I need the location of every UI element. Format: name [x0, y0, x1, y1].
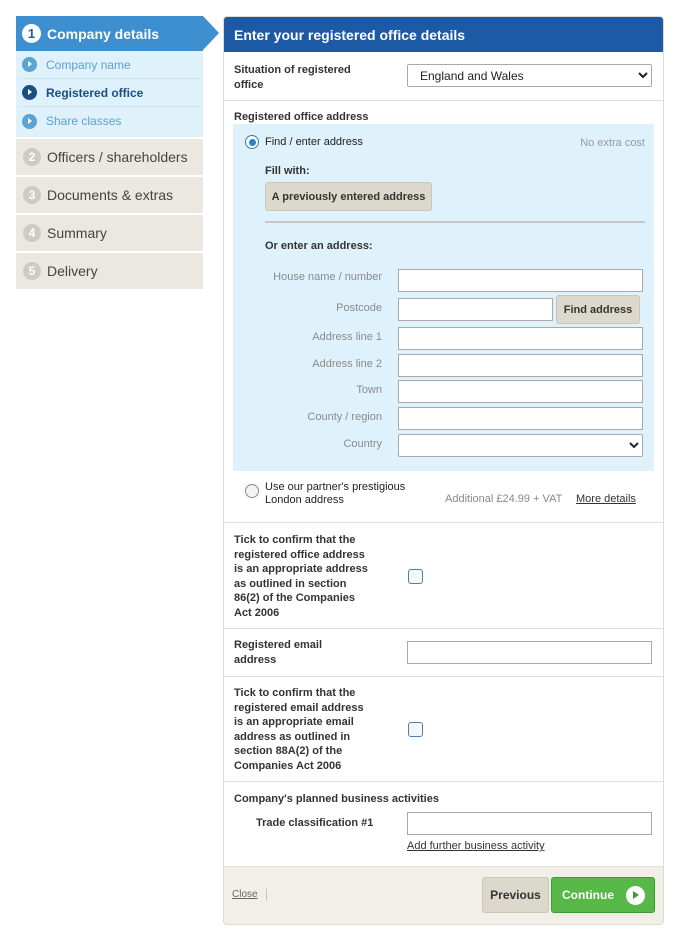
house-label-wrap — [233, 269, 382, 285]
town-input[interactable] — [398, 380, 643, 403]
town-label: Town — [356, 384, 382, 396]
step-number: 1 — [22, 24, 41, 43]
address-line2-label: Address line 2 — [312, 358, 382, 370]
substep-label: Registered office — [46, 85, 144, 100]
country-select[interactable] — [398, 434, 643, 457]
step-documents-extras[interactable] — [16, 177, 203, 213]
substep-list — [16, 51, 203, 137]
line1-label-wrap — [233, 327, 382, 343]
partner-address-radio[interactable] — [245, 484, 259, 498]
situation-label: Situation of registered office — [234, 64, 351, 91]
address-section-label: Registered office address — [234, 111, 369, 123]
or-enter-address-label: Or enter an address: — [265, 240, 373, 252]
divider — [224, 522, 663, 523]
step-label: Delivery — [47, 263, 98, 279]
page-title: Enter your registered office details — [224, 17, 663, 52]
confirm-office-label: Tick to confirm that the registered office address is an appropriate address as outlined in section 86(2) of the Companies Act 2006 — [234, 534, 368, 619]
progress-sidebar — [16, 16, 203, 289]
email-label: Registered email address — [234, 639, 323, 666]
find-address-label: Find / enter address — [265, 136, 363, 148]
arrow-right-icon — [22, 85, 37, 100]
substep-share-classes[interactable] — [20, 107, 199, 135]
step-delivery[interactable] — [16, 253, 203, 289]
arrow-right-icon — [626, 886, 645, 905]
previous-button[interactable]: Previous — [482, 877, 549, 913]
divider — [265, 221, 645, 223]
step-label: Company details — [47, 25, 160, 42]
postcode-input[interactable] — [398, 298, 553, 321]
step-label: Officers / shareholders — [47, 149, 188, 165]
situation-select[interactable] — [407, 64, 652, 87]
town-label-wrap — [233, 380, 382, 396]
step-number: 2 — [23, 148, 41, 166]
step-number: 3 — [23, 186, 41, 204]
close-link[interactable]: Close — [232, 889, 258, 900]
postcode-label-wrap — [233, 298, 382, 314]
divider — [266, 889, 267, 901]
county-label-wrap — [233, 407, 382, 423]
address-box — [233, 124, 654, 471]
confirm-office-checkbox[interactable] — [408, 569, 423, 584]
substep-label: Share classes — [46, 114, 122, 128]
partner-cost-label: Additional £24.99 + VAT — [445, 493, 563, 505]
address-line1-label: Address line 1 — [312, 331, 382, 343]
step-summary[interactable] — [16, 215, 203, 251]
previous-address-button[interactable]: A previously entered address — [265, 182, 432, 211]
continue-button[interactable] — [551, 877, 655, 913]
address-line1-input[interactable] — [398, 327, 643, 350]
step-label: Summary — [47, 225, 107, 241]
house-input[interactable] — [398, 269, 643, 292]
divider — [224, 628, 663, 629]
continue-label: Continue — [562, 888, 614, 902]
email-input[interactable] — [407, 641, 652, 664]
substep-label: Company name — [46, 57, 131, 72]
substep-company-name[interactable] — [20, 51, 199, 79]
step-number: 5 — [23, 262, 41, 280]
house-label: House name / number — [273, 271, 382, 283]
step-officers-shareholders[interactable] — [16, 139, 203, 175]
find-address-button[interactable]: Find address — [556, 295, 640, 324]
trade-classification-label: Trade classification #1 — [256, 817, 374, 829]
substep-registered-office[interactable] — [20, 79, 199, 107]
country-label: Country — [343, 438, 382, 450]
divider — [224, 676, 663, 677]
trade-classification-input[interactable] — [407, 812, 652, 835]
more-details-link[interactable]: More details — [576, 493, 636, 505]
address-line2-input[interactable] — [398, 354, 643, 377]
postcode-label: Postcode — [336, 302, 382, 314]
county-input[interactable] — [398, 407, 643, 430]
line2-label-wrap — [233, 354, 382, 370]
country-label-wrap — [233, 434, 382, 450]
form-footer — [224, 866, 663, 924]
fill-with-label: Fill with: — [265, 165, 310, 177]
step-company-details[interactable] — [16, 16, 203, 51]
arrow-right-icon — [22, 57, 37, 72]
county-label: County / region — [307, 411, 382, 423]
divider — [224, 781, 663, 782]
partner-address-label: Use our partner's prestigious London address — [265, 481, 406, 506]
no-extra-cost-label: No extra cost — [580, 137, 645, 149]
step-number: 4 — [23, 224, 41, 242]
confirm-email-checkbox[interactable] — [408, 722, 423, 737]
activities-section-label: Company's planned business activities — [234, 793, 439, 805]
registered-office-panel — [223, 16, 664, 925]
find-address-radio[interactable] — [245, 135, 259, 149]
arrow-right-icon — [22, 114, 37, 129]
divider — [224, 100, 663, 101]
confirm-email-label: Tick to confirm that the registered email address is an appropriate email address as outlined in section 88A(2) of the Companies Act 2006 — [234, 687, 364, 772]
add-business-activity-link[interactable]: Add further business activity — [407, 840, 545, 852]
step-label: Documents & extras — [47, 187, 174, 203]
